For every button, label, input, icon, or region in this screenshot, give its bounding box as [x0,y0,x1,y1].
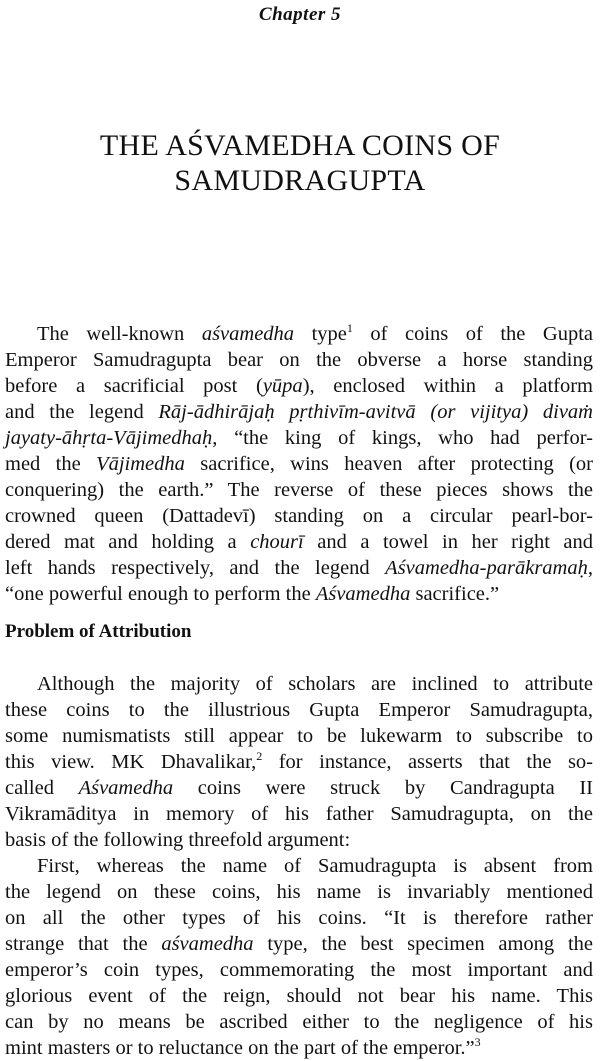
text-line: Emperor Samudragupta bear on the obverse a horse standing [5,349,593,371]
chapter-title-line: SAMUDRAGUPTA [174,164,426,197]
chapter-label: Chapter 5 [258,4,342,25]
text-line: The well-known aśvamedha type$^1$ of coins of the Gupta [37,321,594,345]
text-line: Vikramāditya in memory of his father Samudragupta, on the [5,803,593,825]
text-line: on all the other types of his coins. “It is therefore rather [5,907,593,929]
attribution-paragraph [5,671,593,853]
text-line: before a sacrificial post (yūpa), enclosed within a platform [5,375,593,397]
chapter-title [0,128,600,198]
text-line: emperor’s coin types, commemorating the most important and [5,959,593,981]
text-line: strange that the aśvamedha type, the best specimen among the [5,933,593,955]
text-line: “one powerful enough to perform the Aśvamedha sacrifice.” [5,583,500,605]
text-line: some numismatists still appear to be lukewarm to subscribe to [5,725,593,747]
text-line: mint masters or to reluctance on the part of the emperor.”$^3$ [5,1035,481,1059]
text-line: crowned queen (Dattadevī) standing on a circular pearl-bor- [5,505,593,527]
text-line: First, whereas the name of Samudragupta is absent from [37,855,593,877]
chapter-title-line: THE AŚVAMEDHA COINS OF [99,129,501,162]
text-line: jayaty-āhṛta-Vājimedhaḥ, “the king of kings, who had perfor- [5,427,593,449]
text-line: left hands respectively, and the legend Aśvamedha-parākramaḥ, [5,557,593,579]
intro-paragraph [5,321,593,607]
section-heading: Problem of Attribution [5,621,192,642]
text-line: dered mat and holding a chourī and a towel in her right and [5,531,593,553]
text-line: med the Vājimedha sacrifice, wins heaven after protecting (or [5,453,593,475]
text-line: glorious event of the reign, should not bear his name. This [5,985,593,1007]
text-line: conquering) the earth.” The reverse of these pieces shows the [5,479,593,501]
text-line: and the legend Rāj-ādhirājaḥ pṛthivīm-avitvā (or vijitya) divaṁ [5,401,593,423]
text-line: Although the majority of scholars are inclined to attribute [37,673,593,695]
text-line: basis of the following threefold argument: [5,829,351,851]
text-line: this view. MK Dhavalikar,$^2$ for instance, asserts that the so- [5,749,593,773]
text-line: the legend on these coins, his name is invariably mentioned [5,881,593,903]
text-line: called Aśvamedha coins were struck by Candragupta II [5,777,593,799]
text-line: can by no means be ascribed either to the negligence of his [5,1011,593,1033]
text-line: these coins to the illustrious Gupta Emperor Samudragupta, [5,699,593,721]
argument-paragraph [5,853,593,1061]
